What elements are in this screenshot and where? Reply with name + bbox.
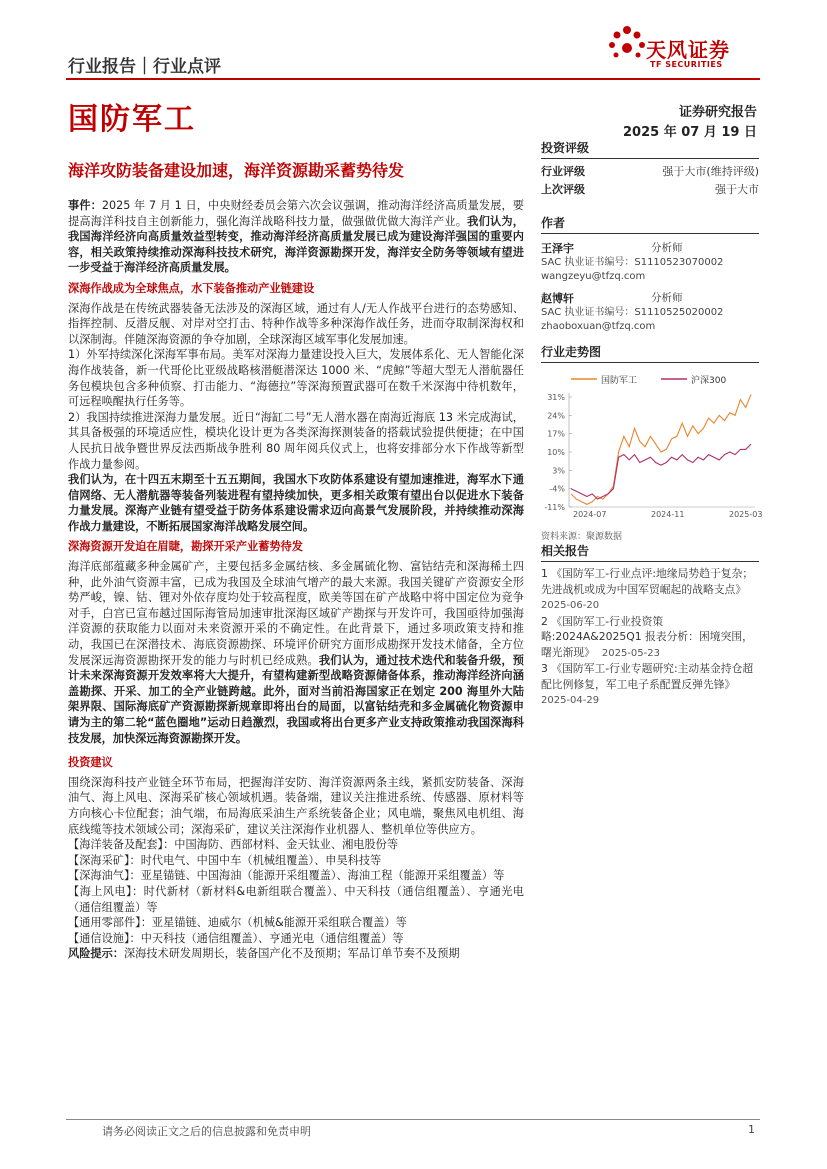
trend-heading: 行业走势图	[541, 343, 759, 363]
risk-text: 深海技术研发周期长，装备国产化不及预期；军品订单节奏不及预期	[123, 947, 460, 961]
recommendation-item: 【深海采矿】：时代电气、中国中车（机械组覆盖）、申昊科技等	[68, 853, 382, 867]
related-report[interactable]	[541, 566, 759, 614]
related-heading: 相关报告	[541, 542, 759, 562]
tf-logo-icon	[606, 24, 648, 64]
sector-title: 国防军工	[68, 102, 196, 137]
related-block	[541, 542, 759, 709]
author-sac: SAC 执业证书编号：S1110525020002	[541, 307, 724, 318]
author-role: 分析师	[651, 242, 683, 254]
event-text: 2025 年 7 月 1 日，中央财经委员会第六次会议强调，推动海洋经济高质量发展，要提高海洋科技自主创新能力，强化海洋战略科技力量，做强做优做大海洋产业。	[68, 199, 524, 228]
author-card	[541, 240, 759, 284]
rating-row	[541, 163, 759, 181]
recommendation-item: 【海上风电】：时代新材（新材料&电新组联合覆盖）、中天科技（通信组覆盖）、亨通光电（通信组覆盖）等	[68, 884, 524, 914]
y-tick-label: 31%	[547, 393, 565, 402]
prev-rating-row	[541, 181, 759, 199]
prev-rating-label: 上次评级	[541, 183, 585, 196]
recommendation-item: 【通用零部件】：亚星锚链、迪威尔（机械&能源开采组联合覆盖）等	[68, 916, 407, 930]
x-tick-label: 2025-03	[729, 510, 763, 519]
report-title: 海洋攻防装备建设加速，海洋资源勘采蓄势待发	[68, 161, 405, 180]
author-block	[541, 214, 759, 334]
paragraph	[68, 559, 524, 746]
author-name: 赵博轩	[541, 292, 574, 305]
author-card	[541, 290, 759, 334]
related-report[interactable]	[541, 614, 759, 662]
section-heading-resources: 深海资源开发迫在眉睫，勘探开采产业蓄势待发	[68, 540, 303, 554]
footer-disclaimer: 请务必阅读正文之后的信息披露和免责申明	[102, 1125, 311, 1138]
rating-label: 行业评级	[541, 165, 585, 178]
trend-block	[541, 343, 763, 542]
rating-value: 强于大市(维持评级)	[662, 165, 759, 178]
related-title: 1 《国防军工-行业点评:地缘局势趋于复杂；先进战机或成为中国军贸崛起的战略支点》	[541, 567, 754, 596]
event-paragraph	[68, 198, 524, 276]
x-tick-label: 2024-11	[651, 510, 685, 519]
paragraph: 围绕深海科技产业链全环节布局，把握海洋安防、海洋资源两条主线，紧抓安防装备、深海油气、海上风电、深海采矿核心领域机遇。装备端，建议关注推进系统、传感器、原材料等方向核心卡位配套；油气端，布局海底采油生产系统装备企业；风电端，聚焦风电机组、海底线缆等技术领域公司；深海采矿，建议关注深海作业机器人、整机单位等供应方。	[68, 775, 524, 836]
related-date: 2025-05-23	[601, 647, 660, 659]
recommendation-item: 【深海油气】：亚星锚链、中国海油（能源开采组覆盖）、海油工程（能源开采组覆盖）等	[68, 869, 505, 883]
author-email[interactable]: wangzeyu@tfzq.com	[541, 271, 646, 282]
industry-trend-chart	[541, 367, 763, 519]
section-heading-investment: 投资建议	[68, 756, 113, 770]
prev-rating-value: 强于大市	[715, 183, 759, 196]
related-title: 2 《国防军工-行业投资策略:2024A&2025Q1 报表分析：困境突围，曙光渐现》	[541, 614, 753, 659]
rating-heading: 投资评级	[541, 139, 759, 159]
related-title: 3 《国防军工-行业专题研究:主动基金持仓超配比例修复，军工电子系配置反弹先锋》	[541, 662, 754, 691]
y-tick-label: 24%	[547, 411, 565, 421]
related-date: 2025-04-29	[541, 695, 600, 706]
paragraph: 1）外军持续深化深海军事布局。美军对深海力量建设投入巨大，发展体系化、无人智能化深海作战装备，新一代哥伦比亚级战略核潜艇潜深达 1000 米、“虎鲸”等超大型无人潜航器任务包模块包含多种侦察、打击能力、“海德拉”等深海预置武器可在数千米深海中待机数年，可远程唤醒执行任务等。	[68, 348, 524, 409]
chart-source: 资料来源：聚源数据	[541, 532, 623, 542]
report-category: 行业报告｜行业点评	[68, 57, 221, 77]
event-label: 事件：	[68, 199, 102, 212]
event-conclusion: 我们认为，我国海洋经济向高质量效益型转变，推动海洋经济高质量发展已成为建设海洋强国的重要内容，相关政策持续推动深海科技技术研究，海洋资源勘探开发，海洋安全防务等领域有望进一步受益于海洋经济高质量发展。	[68, 214, 524, 275]
y-tick-label: 17%	[547, 429, 565, 439]
recommendation-item: 【海洋装备及配套】：中国海防、西部材料、金天钛业、湘电股份等	[68, 838, 399, 852]
author-role: 分析师	[651, 292, 683, 304]
y-tick-label: -11%	[544, 503, 565, 512]
series-line-defense	[571, 394, 751, 504]
y-tick-label: 3%	[552, 466, 565, 476]
paragraph: 2）我国持续推进深海力量发展。近日“海缸二号”无人潜水器在南海近海底 13 米完成海试，其具备极强的环境适应性，模块化设计更为各类深海探测装备的搭载试验提供便捷；在中国人民抗日战争暨世界反法西斯战争胜利 80 周年阅兵仪式上，也将安排部分水下作战等新型作战力量参阅。	[68, 410, 524, 471]
page-number: 1	[748, 1123, 755, 1136]
risk-label: 风险提示：	[68, 947, 124, 961]
x-tick-label: 2024-07	[573, 510, 607, 519]
section-heading-deep-sea-warfare: 深海作战成为全球焦点，水下装备推动产业链建设	[68, 281, 315, 295]
report-kind: 证券研究报告	[678, 105, 757, 120]
brand-sub: TF SECURITIES	[650, 60, 723, 69]
y-tick-label: -4%	[549, 484, 565, 494]
report-date: 2025 年 07 月 19 日	[623, 125, 757, 140]
legend-label: 沪深300	[691, 376, 727, 386]
risk-paragraph	[68, 946, 524, 962]
related-report[interactable]	[541, 661, 759, 709]
author-heading: 作者	[541, 214, 759, 234]
recommendation-item: 【通信设施】：中天科技（通信组覆盖）、亨通光电（通信组覆盖）等	[68, 931, 404, 945]
footer-divider	[66, 1119, 760, 1120]
paragraph: 深海作战是在传统武器装备无法涉及的深海区域，通过有人/无人作战平台进行的态势感知、指挥控制、反潜反舰、对岸对空打击、特种作战等多种深海作战任务，进而夺取制深海权和以深制海。伴随深海资源的争夺加剧，全球深海区域军事化发展加速。	[68, 301, 524, 346]
related-date: 2025-06-20	[541, 600, 600, 611]
header-divider	[66, 78, 760, 80]
author-name: 王泽宇	[541, 242, 574, 255]
resource-conclusion: 我们认为，通过技术迭代和装备升级，预计未来深海资源开发效率将大大提升，有望构建新型战略资源储备体系，推动海洋经济向涵盖勘探、开采、加工的全产业链跨越。此外，面对当前沿海国家正在划定 200 海里外大陆架界限、国际海底矿产资源勘探新规章即将出台的局面，以富钴结壳和多金属硫化物资源申请为主的第二轮“蓝色圈地”运动日趋激烈，我国或将出台更多产业支持政策推动我国深海科技发展，加快深远海资源勘探开发。	[68, 653, 524, 745]
conclusion-text: 我们认为，在十四五末期至十五五期间，我国水下攻防体系建设有望加速推进，海军水下通信网络、无人潜航器等装备列装进程有望持续加快，更多相关政策有望出台以促进水下装备力量发展。深海产业链有望受益于防务体系建设需求迈向高景气发展阶段，并持续推动深海作战力量建设，不断拓展国家海洋战略发展空间。	[68, 473, 524, 533]
author-email[interactable]: zhaoboxuan@tfzq.com	[541, 321, 656, 332]
brand-name: 天风证券	[646, 38, 730, 62]
rating-block	[541, 139, 759, 199]
paragraph-bold	[68, 472, 524, 534]
main-body	[68, 198, 524, 962]
legend-label: 国防军工	[601, 376, 638, 386]
resource-text: 海洋底部蕴藏多种金属矿产，主要包括多金属结核、多金属硫化物、富钴结壳和深海稀土四种，此外油气资源丰富，已成为我国及全球油气增产的最大来源。我国关键矿产资源安全形势严峻，镍、钴、锂对外依存度均处于较高程度，欧美等国在矿产战略中将中国定位为竞争对手，白宫已宣布越过国际海管局加速审批深海区域矿产勘探与开发许可，我国亟待加强海洋资源的获取能力以面对未来资源开采的不确定性。在此背景下，通过多项政策支持和推动，我国已在深潜技术、海底资源勘探、环境评价研究方面形成勘探开发技术储备，全方位发展深远海资源勘探开发的能力与时机已经成熟。	[68, 560, 524, 667]
y-tick-label: 10%	[547, 448, 565, 457]
author-sac: SAC 执业证书编号：S1110523070002	[541, 257, 724, 268]
